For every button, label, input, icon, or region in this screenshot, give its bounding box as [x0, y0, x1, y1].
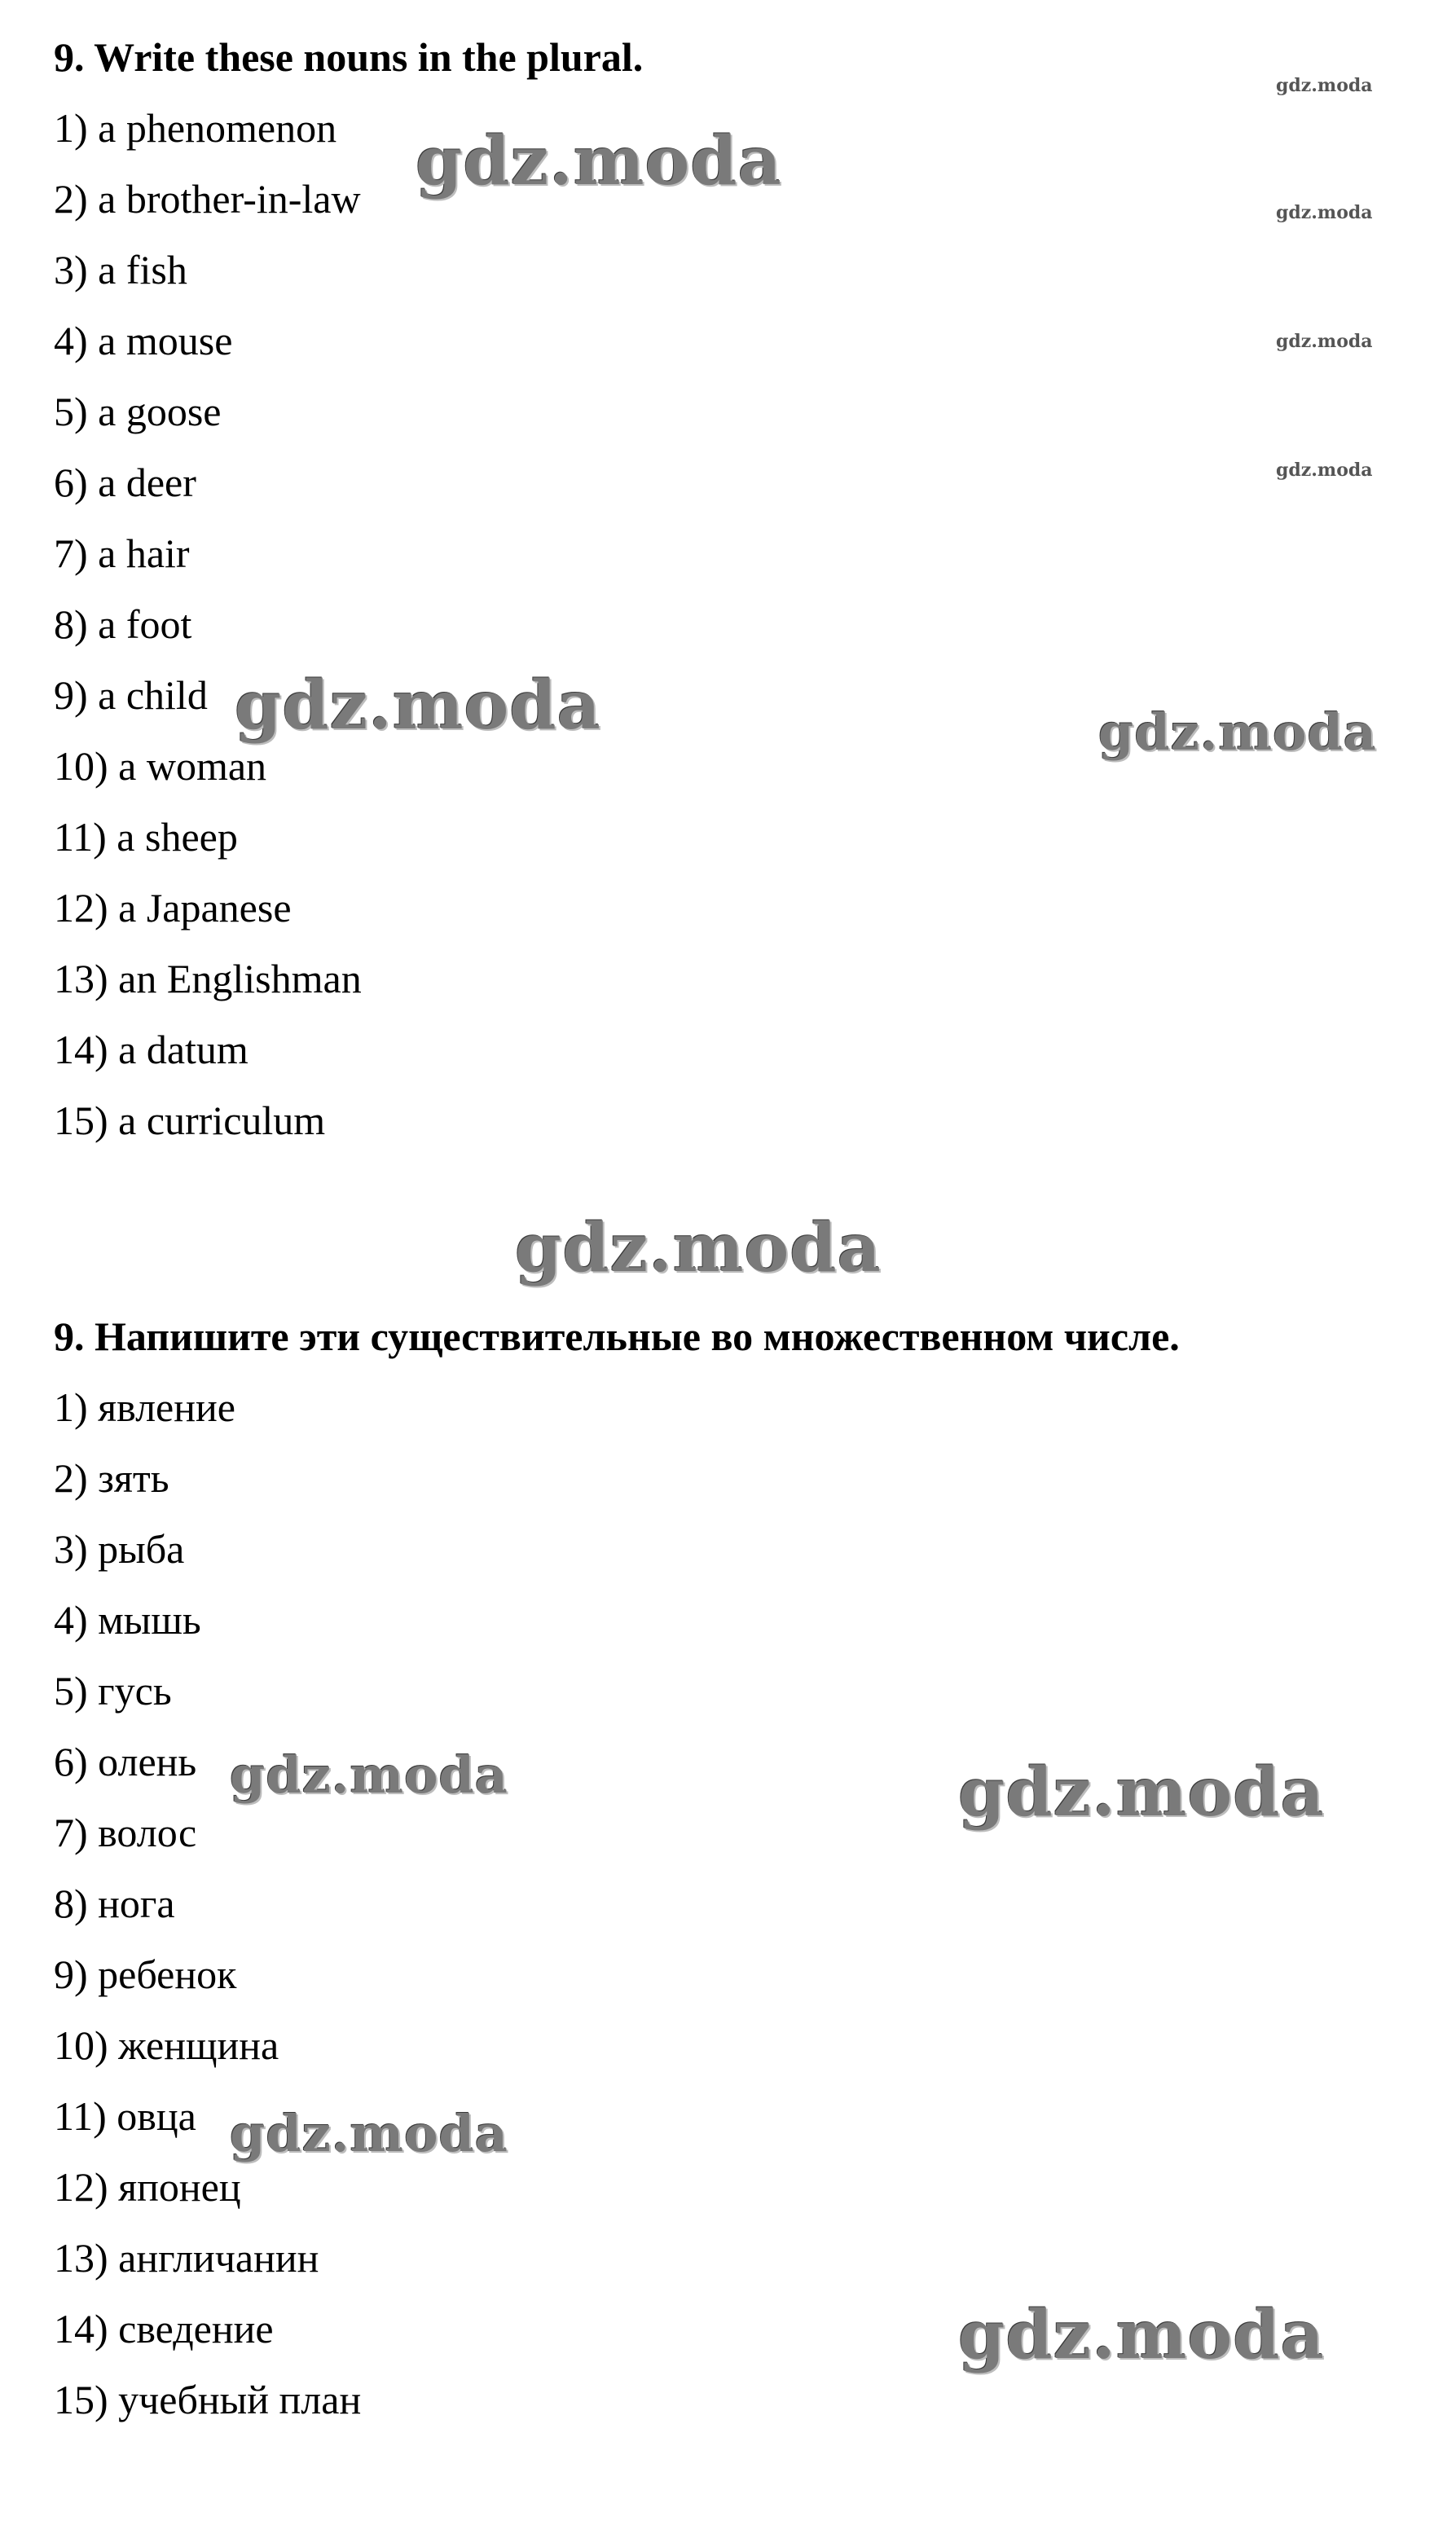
list-item: 2) a brother-in-law	[54, 176, 361, 222]
list-item: 6) олень	[54, 1739, 197, 1784]
list-item: 6) a deer	[54, 460, 196, 505]
list-item: 11) a sheep	[54, 814, 238, 860]
list-item: 7) a hair	[54, 530, 190, 576]
watermark: gdz.moda	[515, 1209, 882, 1287]
list-item: 12) a Japanese	[54, 885, 292, 931]
list-item: 9) a child	[54, 672, 208, 718]
list-item: 4) a mouse	[54, 318, 233, 363]
watermark: gdz.moda	[230, 1745, 508, 1805]
english-exercise	[54, 33, 643, 1156]
list-item: 5) a goose	[54, 389, 222, 434]
watermark: gdz.moda	[416, 122, 782, 200]
list-item: 10) a woman	[54, 743, 267, 789]
list-item: 2) зять	[54, 1455, 169, 1501]
list-item: 14) a datum	[54, 1027, 249, 1072]
list-item: 1) a phenomenon	[54, 105, 337, 151]
watermark: gdz.moda	[230, 2104, 508, 2163]
list-item: 10) женщина	[54, 2022, 279, 2068]
list-item: 14) сведение	[54, 2306, 274, 2352]
watermark: gdz.moda	[1276, 75, 1373, 96]
watermark: gdz.moda	[958, 2296, 1325, 2374]
list-item: 13) англичанин	[54, 2235, 319, 2281]
list-item: 11) овца	[54, 2093, 196, 2139]
list-item: 3) a fish	[54, 247, 187, 293]
russian-exercise	[54, 1312, 1180, 2435]
russian-noun-list	[54, 1372, 1180, 2435]
list-item: 8) нога	[54, 1881, 175, 1926]
list-item: 7) волос	[54, 1810, 197, 1855]
list-item: 13) an Englishman	[54, 956, 362, 1001]
english-task-title: 9. Write these nouns in the plural.	[54, 34, 644, 80]
watermark: gdz.moda	[1276, 460, 1373, 481]
list-item: 15) учебный план	[54, 2377, 362, 2422]
list-item: 5) гусь	[54, 1668, 172, 1714]
list-item: 12) японец	[54, 2164, 241, 2210]
watermark: gdz.moda	[1276, 202, 1373, 223]
list-item: 9) ребенок	[54, 1951, 237, 1997]
watermark: gdz.moda	[1098, 702, 1377, 762]
russian-task-title: 9. Напишите эти существительные во множественном числе.	[54, 1313, 1180, 1359]
watermark: gdz.moda	[1276, 331, 1373, 352]
list-item: 8) a foot	[54, 601, 192, 647]
list-item: 4) мышь	[54, 1597, 201, 1643]
watermark: gdz.moda	[958, 1753, 1325, 1832]
watermark: gdz.moda	[235, 667, 601, 745]
list-item: 1) явление	[54, 1384, 235, 1430]
list-item: 15) a curriculum	[54, 1098, 326, 1143]
list-item: 3) рыба	[54, 1526, 185, 1572]
english-noun-list	[54, 93, 643, 1156]
